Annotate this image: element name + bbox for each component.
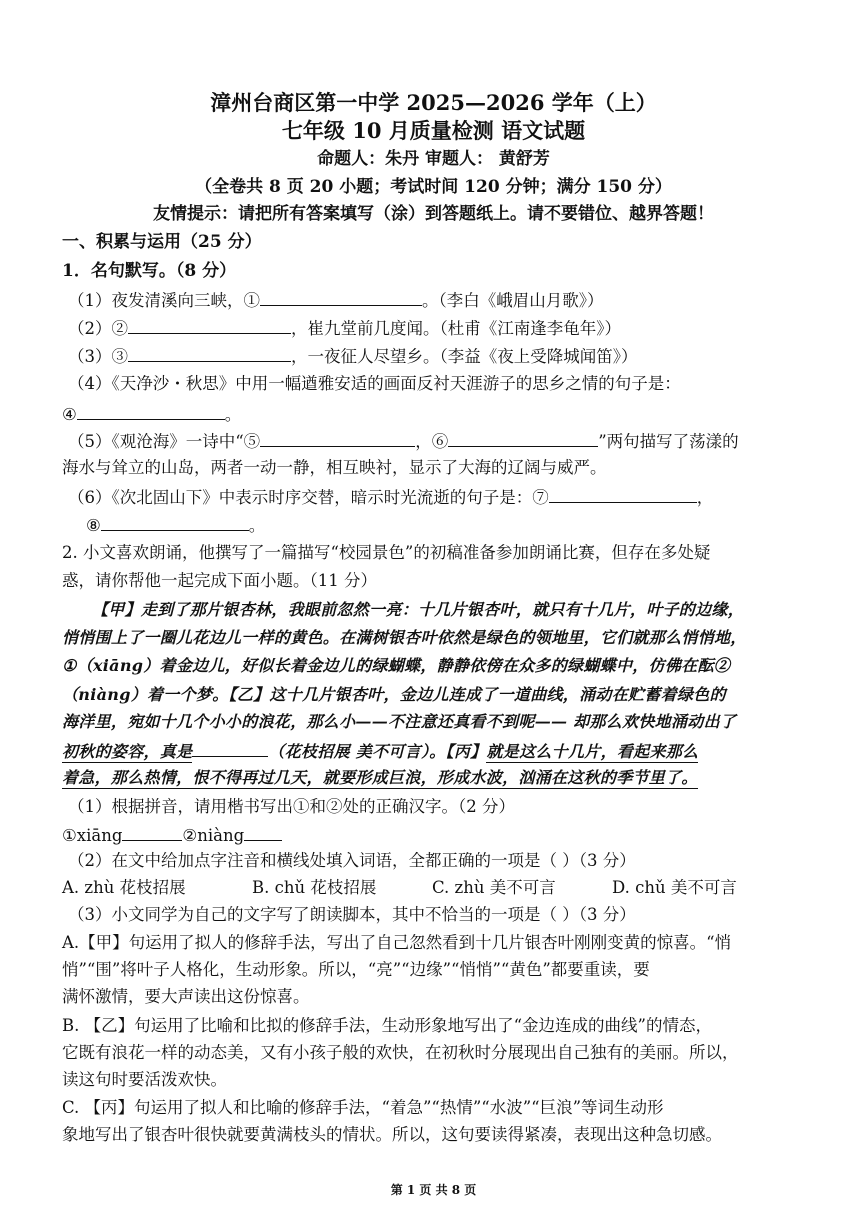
passage-line-7: 着急，那么热情，恨不得再过几天，就要形成巨浪，形成水波，汹涌在这秋的季节里了。 <box>62 768 698 787</box>
q1-title: 1．名句默写。（8 分） <box>62 261 237 281</box>
passage-blank[interactable] <box>192 742 268 757</box>
choice-c-line-2: 象地写出了银杏叶很快就要黄满枝头的情状。所以，这句要读得紧凑，表现出这种急切感。 <box>62 1125 722 1144</box>
option-a[interactable]: A. zhù 花枝招展 <box>62 878 186 897</box>
passage-line-5: 海洋里，宛如十几个小小的浪花，那么小——不注意还真看不到呢—— 却那么欢快地涌动出了 <box>62 712 737 731</box>
answer-blank-2[interactable] <box>128 319 291 334</box>
exam-tip: 友情提示：请把所有答案填写（涂）到答题纸上。请不要错位、越界答题！ <box>153 204 714 224</box>
answer-blank-3[interactable] <box>128 347 291 362</box>
passage-line-2: 悄悄围上了一圈儿花边儿一样的黄色。在满树银杏叶依然是绿色的领地里，它们就那么悄悄地， <box>62 628 747 647</box>
q1-line2: （2）② ，崔九堂前几度闻。（杜甫《江南逢李龟年》） <box>68 319 621 338</box>
q2-sub3: （3）小文同学为自己的文字写了朗读脚本，其中不恰当的一项是（ ）（3 分） <box>68 905 636 924</box>
choice-a-line-2: 悄”“围”将叶子人格化，生动形象。所以，“亮”“边缘”“悄悄”“黄色”都要重读，要 <box>62 960 650 979</box>
answer-blank-6[interactable] <box>448 432 598 447</box>
section-1-heading: 一、积累与运用（25 分） <box>62 232 262 252</box>
answer-blank-8[interactable] <box>101 516 249 531</box>
q2-intro-1: 2. 小文喜欢朗诵，他撰写了一篇描写“校园景色”的初稿准备参加朗诵比赛，但存在多处疑 <box>62 543 711 562</box>
q2-intro-2: 惑，请你帮他一起完成下面小题。（11 分） <box>62 571 377 590</box>
choice-b-line-3: 读这句时要活泼欢快。 <box>62 1070 227 1089</box>
answer-blank-niang[interactable] <box>244 826 282 841</box>
q2-sub2-options <box>62 880 737 897</box>
passage-line-6: 初秋的姿容，真是 （花枝招展 美不可言）。【丙】就是这么十几片，看起来那么 <box>62 742 699 761</box>
q1-line4-answer: ④ 。 <box>62 405 242 424</box>
q1-line5-cont: 海水与耸立的山岛，两者一动一静，相互映衬，显示了大海的辽阔与威严。 <box>62 458 607 477</box>
exam-authors: 命题人：朱丹 审题人： 黄舒芳 <box>317 149 550 169</box>
option-d[interactable]: D. chǔ 美不可言 <box>612 878 737 897</box>
q1-line4: （4）《天净沙・秋思》中用一幅遒雅安适的画面反衬天涯游子的思乡之情的句子是： <box>68 374 681 393</box>
choice-a-line-3: 满怀激情，要大声读出这份惊喜。 <box>62 987 310 1006</box>
passage-line-1: 【甲】走到了那片银杏林，我眼前忽然一亮：十几片银杏叶，就只有十几片，叶子的边缘， <box>92 600 745 619</box>
answer-blank-7[interactable] <box>549 488 697 503</box>
choice-b-line-2: 它既有浪花一样的动态美，又有小孩子般的欢快，在初秋时分展现出自己独有的美丽。所以， <box>62 1043 739 1062</box>
exam-title-line1: 漳州台商区第一中学 2025—2026 学年（上） <box>210 90 657 115</box>
passage-underlined-bing: 就是这么十几片，看起来那么 <box>486 742 699 761</box>
option-b[interactable]: B. chǔ 花枝招展 <box>252 878 377 897</box>
q2-sub1-answers: ①xiāng ②niàng <box>62 826 282 845</box>
passage-line-4: （niàng）着一个梦。【乙】这十几片银杏叶，金边儿连成了一道曲线，涌动在贮蓄着绿色的 <box>62 685 726 704</box>
answer-blank-4[interactable] <box>77 405 225 420</box>
choice-c-line-1: C. 【丙】句运用了拟人和比喻的修辞手法，“着急”“热情”“水波”“巨浪”等词生动形 <box>62 1098 664 1117</box>
page-footer: 第 1 页 共 8 页 <box>390 1183 477 1197</box>
option-c[interactable]: C. zhù 美不可言 <box>432 878 556 897</box>
exam-title-line2: 七年级 10 月质量检测 语文试题 <box>281 118 586 143</box>
answer-blank-1[interactable] <box>260 291 422 306</box>
passage-line-3: ①（xiāng）着金边儿，好似长着金边儿的绿蝴蝶，静静依傍在众多的绿蝴蝶中，仿佛在酝② <box>62 656 731 675</box>
q1-line6: （6）《次北固山下》中表示时序交替，暗示时光流逝的句子是：⑦ ， <box>68 488 714 507</box>
choice-a-line-1: A.【甲】句运用了拟人的修辞手法，写出了自己忽然看到十几片银杏叶刚刚变黄的惊喜。“悄 <box>62 933 732 952</box>
q1-line5: （5）《观沧海》一诗中“⑤ ，⑥ ”两句描写了荡漾的 <box>68 432 739 451</box>
q1-line1: （1）夜发清溪向三峡，① 。（李白《峨眉山月歌》） <box>68 291 604 310</box>
choice-b-line-1: B. 【乙】句运用了比喻和比拟的修辞手法，生动形象地写出了“金边连成的曲线”的情态， <box>62 1016 712 1035</box>
q1-line6-answer: ⑧ 。 <box>86 516 266 535</box>
exam-info: （全卷共 8 页 20 小题；考试时间 120 分钟；满分 150 分） <box>195 177 672 197</box>
q2-sub1: （1）根据拼音，请用楷书写出①和②处的正确汉字。（2 分） <box>68 797 515 816</box>
answer-blank-5[interactable] <box>260 432 415 447</box>
q1-line3: （3）③ ，一夜征人尽望乡。（李益《夜上受降城闻笛》） <box>68 347 638 366</box>
answer-blank-xiang[interactable] <box>122 826 182 841</box>
q2-sub2: （2）在文中给加点字注音和横线处填入词语，全都正确的一项是（ ）（3 分） <box>68 851 636 870</box>
